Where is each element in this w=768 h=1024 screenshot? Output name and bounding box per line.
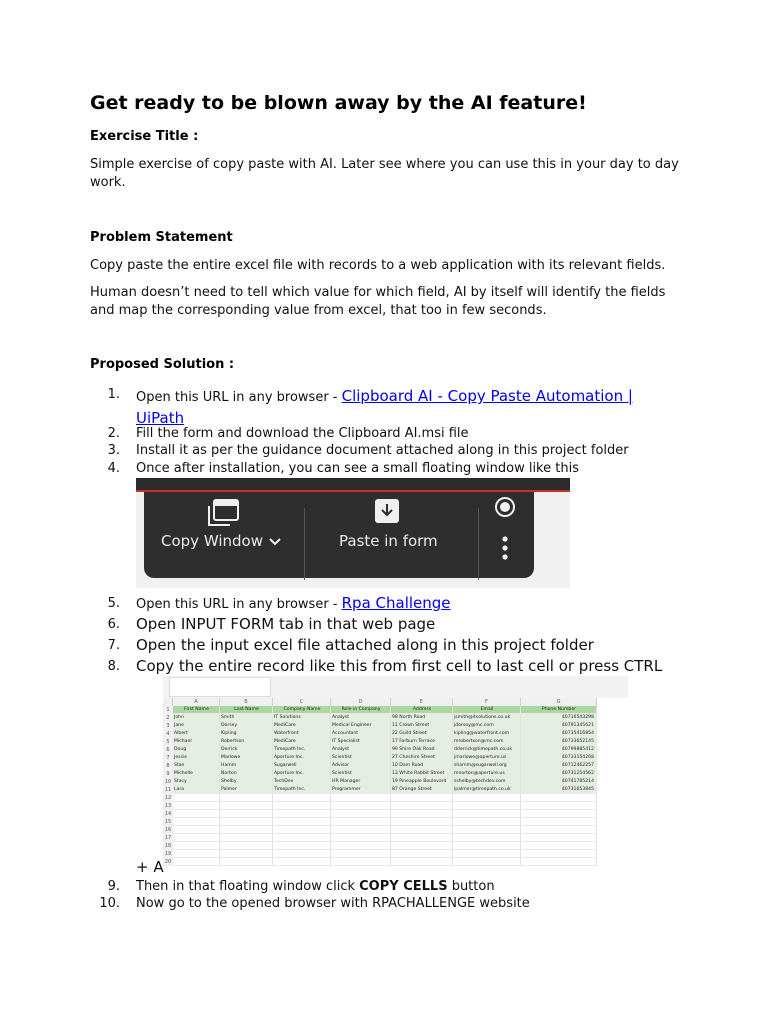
excel-screenshot [163, 676, 628, 872]
header-cell[interactable]: Company Name [273, 706, 331, 714]
empty-cell[interactable] [173, 810, 220, 818]
table-cell[interactable]: 10 Dam Road [391, 762, 453, 770]
empty-cell[interactable] [173, 850, 220, 858]
table-cell[interactable]: mrobertson@mc.com [453, 738, 521, 746]
empty-cell[interactable] [453, 810, 521, 818]
empty-cell[interactable] [391, 858, 453, 866]
table-cell[interactable]: Analyst [331, 714, 391, 722]
step-9-suffix: button [447, 879, 495, 894]
empty-cell[interactable] [521, 842, 597, 850]
paste-in-form-button[interactable]: Paste in form [339, 532, 438, 550]
table-cell[interactable]: Advisor [331, 762, 391, 770]
table-cell[interactable]: 22 Guild Street [391, 730, 453, 738]
problem-paragraph-2: Human doesn’t need to tell which value for which field, AI by itself will identify the fields and map the corresponding value from excel, that too in few seconds. [90, 285, 666, 318]
floating-window-screenshot [136, 478, 570, 588]
row-number[interactable]: 4 [163, 730, 173, 738]
empty-cell[interactable] [173, 794, 220, 802]
table-cell[interactable]: Dorsey [220, 722, 273, 730]
empty-cell[interactable] [521, 850, 597, 858]
empty-cell[interactable] [453, 842, 521, 850]
table-cell[interactable]: Jessie [173, 754, 220, 762]
table-cell[interactable]: Stacy [173, 778, 220, 786]
empty-cell[interactable] [273, 802, 331, 810]
table-cell[interactable]: Timepath Inc. [273, 746, 331, 754]
empty-cell[interactable] [521, 802, 597, 810]
toolbar-divider [478, 508, 479, 580]
column-header[interactable]: C [273, 698, 331, 706]
row-number[interactable]: 20 [164, 859, 172, 865]
empty-cell[interactable] [173, 818, 220, 826]
row-number[interactable]: 13 [164, 803, 172, 809]
empty-cell[interactable] [453, 858, 521, 866]
empty-cell[interactable] [220, 826, 273, 834]
table-cell[interactable]: 99 Shire Oak Road [391, 746, 453, 754]
empty-cell[interactable] [331, 834, 391, 842]
empty-cell[interactable] [521, 794, 597, 802]
sheet-corner[interactable] [163, 698, 173, 706]
rpa-challenge-link[interactable]: Rpa Challenge [341, 594, 451, 612]
table-cell[interactable]: Norton [220, 770, 273, 778]
table-cell[interactable]: Medical Engineer [331, 722, 391, 730]
table-cell[interactable]: Aperture Inc. [273, 770, 331, 778]
table-cell[interactable]: IT Specialist [331, 738, 391, 746]
row-number[interactable]: 11 [164, 787, 172, 793]
table-cell[interactable]: Robertson [220, 738, 273, 746]
row-number[interactable]: 16 [164, 827, 172, 833]
empty-cell[interactable] [273, 850, 331, 858]
problem-statement-label: Problem Statement [90, 230, 233, 245]
empty-cell[interactable] [331, 842, 391, 850]
table-cell[interactable]: 40791345621 [521, 722, 597, 730]
step-6-text: Open INPUT FORM tab in that web page [136, 615, 436, 633]
table-cell[interactable]: 17 Farburn Terrace [391, 738, 453, 746]
table-cell[interactable]: 40733652145 [521, 738, 597, 746]
copy-window-icon [206, 498, 242, 532]
copy-window-button[interactable]: Copy Window [161, 532, 282, 551]
table-cell[interactable]: jmarlowe@aperture.us [453, 754, 521, 762]
empty-cell[interactable] [453, 834, 521, 842]
list-number: 4. [107, 461, 120, 476]
empty-cell[interactable] [331, 826, 391, 834]
list-item-5 [90, 594, 690, 614]
table-cell[interactable]: Scientist [331, 754, 391, 762]
toolbar-divider [304, 508, 305, 580]
empty-cell[interactable] [391, 826, 453, 834]
row-number[interactable]: 10 [164, 779, 172, 785]
table-cell[interactable]: 40741785214 [521, 778, 597, 786]
copy-cells-label: COPY CELLS [359, 879, 448, 894]
record-icon[interactable] [494, 496, 516, 522]
header-cell[interactable]: First Name [173, 706, 220, 714]
table-cell[interactable]: IT Solutions [273, 714, 331, 722]
table-cell[interactable]: MediCare [273, 738, 331, 746]
empty-cell[interactable] [331, 802, 391, 810]
column-header[interactable]: G [521, 698, 597, 706]
empty-cell[interactable] [331, 810, 391, 818]
empty-cell[interactable] [173, 834, 220, 842]
list-number: 10. [99, 896, 120, 911]
empty-cell[interactable] [220, 858, 273, 866]
table-cell[interactable]: dderrick@timepath.co.uk [453, 746, 521, 754]
column-header[interactable]: B [220, 698, 273, 706]
list-number: 1. [107, 387, 120, 402]
empty-cell[interactable] [453, 802, 521, 810]
table-cell[interactable]: John [173, 714, 220, 722]
empty-cell[interactable] [273, 834, 331, 842]
column-header[interactable]: D [331, 698, 391, 706]
table-cell[interactable]: 87 Orange Street [391, 786, 453, 794]
step-8-text: Copy the entire record like this from first cell to last cell or press CTRL [136, 657, 663, 675]
table-cell[interactable]: lpalmer@timepath.co.uk [453, 786, 521, 794]
list-number: 7. [107, 638, 120, 653]
empty-cell[interactable] [273, 810, 331, 818]
empty-cell[interactable] [331, 794, 391, 802]
empty-cell[interactable] [173, 826, 220, 834]
table-cell[interactable]: Analyst [331, 746, 391, 754]
table-cell[interactable]: Hamm [220, 762, 273, 770]
proposed-solution-label: Proposed Solution : [90, 357, 235, 372]
row-number[interactable]: 14 [164, 811, 172, 817]
exercise-title-label: Exercise Title : [90, 129, 199, 144]
table-cell[interactable]: 40731653845 [521, 786, 597, 794]
empty-cell[interactable] [521, 818, 597, 826]
step-2-text: Fill the form and download the Clipboard AI.msi file [136, 426, 469, 441]
table-cell[interactable]: Jane [173, 722, 220, 730]
step-7-text: Open the input excel file attached along in this project folder [136, 636, 594, 654]
table-cell[interactable]: 40733154268 [521, 754, 597, 762]
empty-cell[interactable] [391, 810, 453, 818]
row-number[interactable]: 5 [163, 738, 173, 746]
empty-cell[interactable] [391, 842, 453, 850]
row-number[interactable]: 8 [163, 762, 173, 770]
table-cell[interactable]: mnorton@aperture.us [453, 770, 521, 778]
step-5-text: Open this URL in any browser - [136, 597, 342, 612]
empty-cell[interactable] [273, 794, 331, 802]
table-cell[interactable]: Michael [173, 738, 220, 746]
list-number: 6. [107, 617, 120, 632]
empty-cell[interactable] [273, 818, 331, 826]
empty-cell[interactable] [331, 858, 391, 866]
table-cell[interactable]: Timepath Inc. [273, 786, 331, 794]
list-number: 9. [107, 879, 120, 894]
empty-cell[interactable] [331, 818, 391, 826]
empty-cell[interactable] [173, 858, 220, 866]
row-number[interactable]: 15 [164, 819, 172, 825]
table-cell[interactable]: Scientist [331, 770, 391, 778]
clipboard-ai-link[interactable]: Clipboard AI - Copy Paste Automation | UiPath [136, 387, 633, 427]
row-number[interactable]: 1 [163, 706, 173, 714]
step-1-text: Open this URL in any browser - [136, 390, 342, 405]
column-header[interactable]: A [173, 698, 220, 706]
empty-cell[interactable] [521, 826, 597, 834]
table-cell[interactable]: kipling@waterfront.com [453, 730, 521, 738]
empty-cell[interactable] [173, 802, 220, 810]
table-cell[interactable]: Accountant [331, 730, 391, 738]
table-cell[interactable]: Palmer [220, 786, 273, 794]
name-box [169, 677, 271, 697]
chevron-down-icon [268, 533, 282, 551]
empty-cell[interactable] [391, 802, 453, 810]
table-cell[interactable]: Kipling [220, 730, 273, 738]
table-cell[interactable]: Sugarwell [273, 762, 331, 770]
table-cell[interactable]: 98 North Road [391, 714, 453, 722]
column-header[interactable]: E [391, 698, 453, 706]
problem-paragraph-1: Copy paste the entire excel file with records to a web application with its relevant fields. [90, 258, 666, 273]
table-cell[interactable]: sshelby@techdev.com [453, 778, 521, 786]
floating-toolbar [144, 492, 534, 578]
row-number[interactable]: 12 [164, 795, 172, 801]
table-cell[interactable]: 40735416854 [521, 730, 597, 738]
list-number: 5. [107, 596, 120, 611]
table-cell[interactable]: 13 White Rabbit Street [391, 770, 453, 778]
empty-cell[interactable] [521, 834, 597, 842]
empty-cell[interactable] [273, 858, 331, 866]
table-cell[interactable]: Shelby [220, 778, 273, 786]
app-title-bar [136, 478, 570, 490]
header-cell[interactable]: Last Name [220, 706, 273, 714]
empty-cell[interactable] [453, 850, 521, 858]
table-cell[interactable]: Derrick [220, 746, 273, 754]
table-cell[interactable]: 40712462257 [521, 762, 597, 770]
empty-cell[interactable] [220, 794, 273, 802]
empty-cell[interactable] [453, 826, 521, 834]
empty-cell[interactable] [453, 794, 521, 802]
empty-cell[interactable] [391, 834, 453, 842]
row-number[interactable]: 7 [163, 754, 173, 762]
step-4-text: Once after installation, you can see a small floating window like this [136, 461, 579, 476]
empty-cell[interactable] [331, 850, 391, 858]
table-cell[interactable]: 40731254562 [521, 770, 597, 778]
row-number[interactable]: 19 [164, 851, 172, 857]
list-number: 8. [107, 659, 120, 674]
list-number: 2. [107, 426, 120, 441]
table-cell[interactable]: shamm@sugarwell.org [453, 762, 521, 770]
column-header[interactable]: F [453, 698, 521, 706]
table-cell[interactable]: 19 Pineapple Boulevard [391, 778, 453, 786]
table-cell[interactable]: 11 Crown Street [391, 722, 453, 730]
empty-cell[interactable] [391, 818, 453, 826]
step-3-text: Install it as per the guidance document attached along in this project folder [136, 443, 629, 458]
empty-cell[interactable] [521, 858, 597, 866]
list-number: 3. [107, 443, 120, 458]
empty-cell[interactable] [220, 810, 273, 818]
empty-cell[interactable] [391, 794, 453, 802]
empty-cell[interactable] [273, 842, 331, 850]
empty-cell[interactable] [521, 810, 597, 818]
table-cell[interactable]: Waterfront [273, 730, 331, 738]
header-cell[interactable]: Address [391, 706, 453, 714]
table-cell[interactable]: HR Manager [331, 778, 391, 786]
empty-cell[interactable] [453, 818, 521, 826]
empty-cell[interactable] [173, 842, 220, 850]
row-number[interactable]: 9 [163, 770, 173, 778]
header-cell[interactable]: Phone Number [521, 706, 597, 714]
exercise-description: Simple exercise of copy paste with AI. Later see where you can use this in your day to day work. [90, 157, 679, 190]
step-9-text: Then in that floating window click [136, 879, 360, 894]
table-cell[interactable]: 27 Cheshire Street [391, 754, 453, 762]
table-cell[interactable]: 40799885412 [521, 746, 597, 754]
table-cell[interactable]: TechDev [273, 778, 331, 786]
table-cell[interactable]: MediCare [273, 722, 331, 730]
page-title: Get ready to be blown away by the AI feature! [90, 92, 587, 114]
empty-cell[interactable] [273, 826, 331, 834]
header-cell[interactable]: Email [453, 706, 521, 714]
row-number[interactable]: 3 [163, 722, 173, 730]
row-number[interactable]: 18 [164, 843, 172, 849]
table-cell[interactable]: Lara [173, 786, 220, 794]
empty-cell[interactable] [220, 818, 273, 826]
empty-cell[interactable] [220, 834, 273, 842]
list-item-1 [90, 386, 650, 430]
empty-cell[interactable] [220, 802, 273, 810]
step-8-continuation: + A [136, 858, 164, 876]
empty-cell[interactable] [220, 842, 273, 850]
table-cell[interactable]: jdorsey@mc.com [453, 722, 521, 730]
row-number[interactable]: 6 [163, 746, 173, 754]
table-cell[interactable]: Smith [220, 714, 273, 722]
empty-cell[interactable] [391, 850, 453, 858]
header-cell[interactable]: Role in Company [331, 706, 391, 714]
table-cell[interactable]: Programmer [331, 786, 391, 794]
table-cell[interactable]: Albert [173, 730, 220, 738]
table-cell[interactable]: 40716543298 [521, 714, 597, 722]
more-vertical-icon[interactable] [502, 536, 508, 564]
row-number[interactable]: 2 [163, 714, 173, 722]
excel-toolbar [163, 676, 628, 698]
paste-arrow-icon [374, 498, 400, 528]
empty-cell[interactable] [220, 850, 273, 858]
step-10-text: Now go to the opened browser with RPACHALLENGE website [136, 896, 530, 911]
table-cell[interactable]: Michelle [173, 770, 220, 778]
table-cell[interactable]: Aperture Inc. [273, 754, 331, 762]
table-cell[interactable]: Stan [173, 762, 220, 770]
table-cell[interactable]: jsmith@itsolutions.co.uk [453, 714, 521, 722]
table-cell[interactable]: Marlowe [220, 754, 273, 762]
row-number[interactable]: 17 [164, 835, 172, 841]
table-cell[interactable]: Doug [173, 746, 220, 754]
